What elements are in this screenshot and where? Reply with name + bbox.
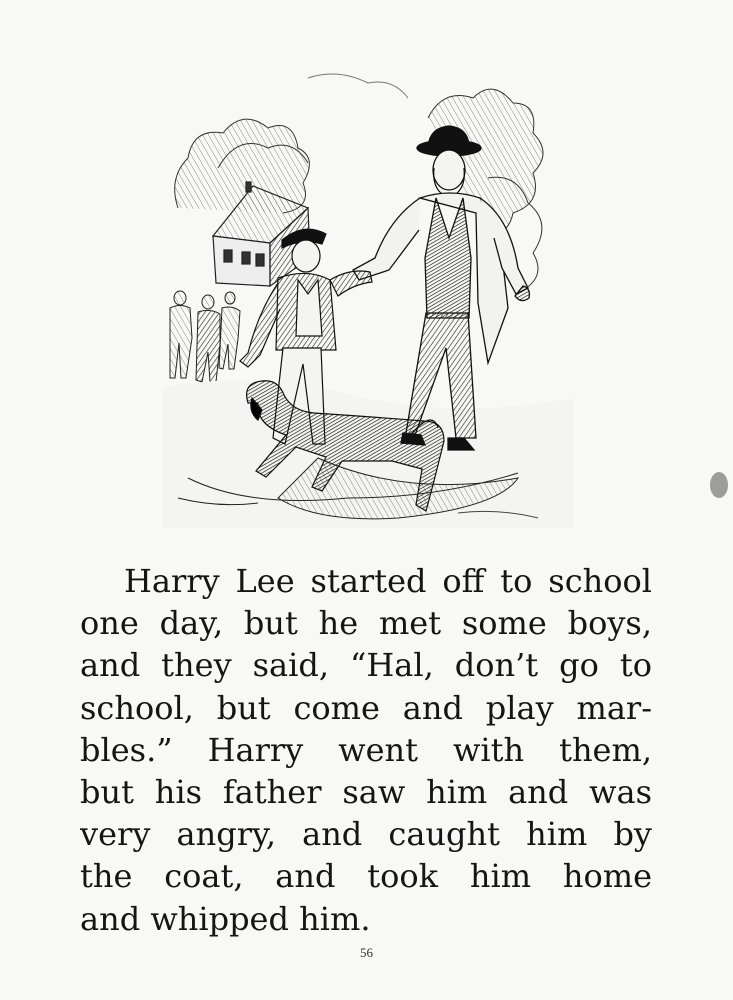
story-line: school, but come and play mar- [80,688,652,727]
story-line: but his father saw him and was [80,772,652,811]
story-line: the coat, and took him home [80,857,652,896]
story-line: and they said, “Hal, don’t go to [80,646,652,685]
story-line: one day, but he met some boys, [80,604,652,643]
story-paragraph [80,560,652,940]
page-number: 56 [360,945,373,960]
engraving-illustration [158,58,578,538]
story-line: bles.” Harry went with them, [80,730,652,769]
story-line: Harry Lee started off to school [124,562,652,600]
story-line: and whipped him. [80,899,371,938]
paper-ink-spot [710,472,728,498]
story-line: very angry, and caught him by [80,815,652,854]
distant-boys [170,291,240,382]
